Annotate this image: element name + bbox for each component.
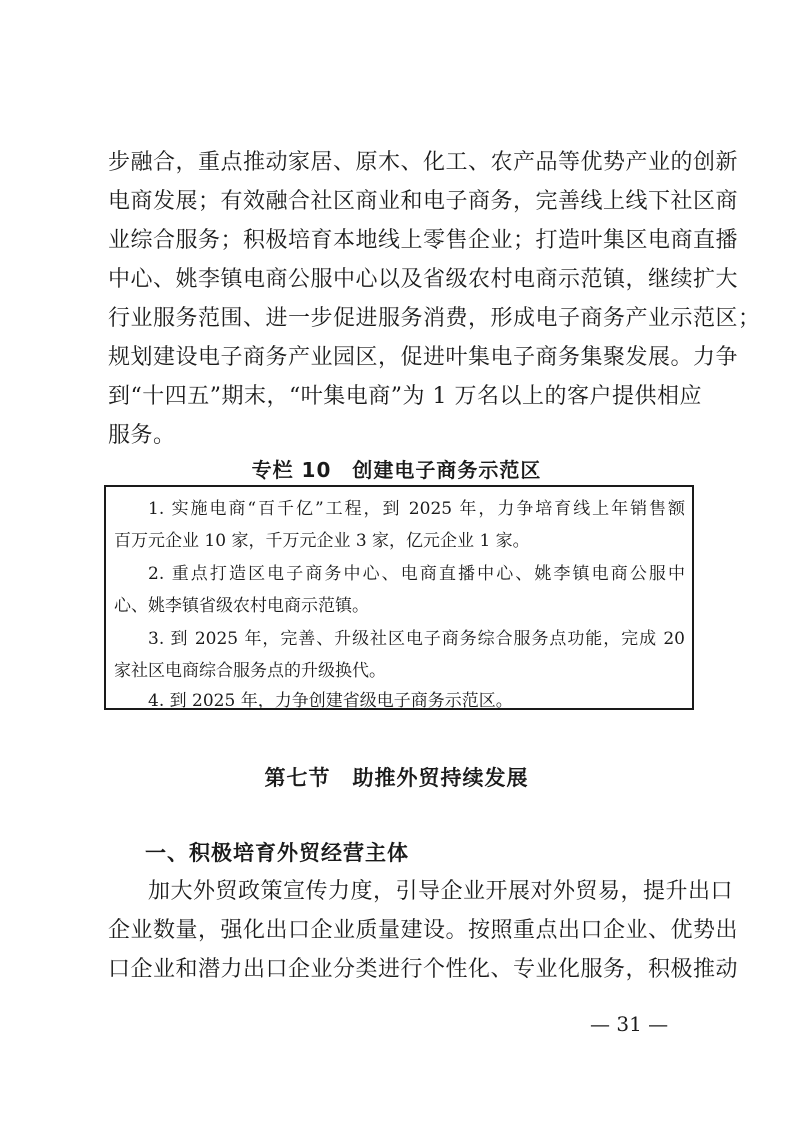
paragraph-line: 加大外贸政策宣传力度，引导企业开展对外贸易，提升出口 xyxy=(148,879,734,904)
box-title: 专栏 10 创建电子商务示范区 xyxy=(251,458,542,482)
paragraph-line: 电商发展；有效融合社区商业和电子商务，完善线上线下社区商 xyxy=(108,189,739,214)
paragraph-line: 口企业和潜力出口企业分类进行个性化、专业化服务，积极推动 xyxy=(108,957,739,982)
page-number: — 31 — xyxy=(590,1012,669,1036)
box-line: 2. 重点打造区电子商务中心、电商直播中心、姚李镇电商公服中 xyxy=(148,564,685,584)
paragraph-line: 行业服务范围、进一步促进服务消费，形成电子商务产业示范区； xyxy=(108,306,761,331)
paragraph-line: 中心、姚李镇电商公服中心以及省级农村电商示范镇，继续扩大 xyxy=(108,267,739,292)
box-line: 3. 到 2025 年，完善、升级社区电子商务综合服务点功能，完成 20 xyxy=(148,629,685,649)
paragraph-line: 业综合服务；积极培育本地线上零售企业；打造叶集区电商直播 xyxy=(108,228,739,253)
subsection-heading: 一、积极培育外贸经营主体 xyxy=(145,841,409,865)
paragraph-line: 企业数量，强化出口企业质量建设。按照重点出口企业、优势出 xyxy=(108,918,739,943)
box-line: 百万元企业 10 家，千万元企业 3 家，亿元企业 1 家。 xyxy=(114,531,530,551)
paragraph-line: 步融合，重点推动家居、原木、化工、农产品等优势产业的创新 xyxy=(108,150,739,175)
paragraph-line: 到“十四五”期末，“叶集电商”为 1 万名以上的客户提供相应 xyxy=(108,384,702,409)
box-line: 家社区电商综合服务点的升级换代。 xyxy=(114,661,386,681)
paragraph-line: 服务。 xyxy=(108,423,176,448)
section-title: 第七节 助推外贸持续发展 xyxy=(264,766,529,790)
box-line: 1. 实施电商“百千亿”工程，到 2025 年，力争培育线上年销售额 xyxy=(148,499,685,519)
box-line: 心、姚李镇省级农村电商示范镇。 xyxy=(114,596,369,616)
box-line: 4. 到 2025 年，力争创建省级电子商务示范区。 xyxy=(148,691,513,711)
paragraph-line: 规划建设电子商务产业园区，促进叶集电子商务集聚发展。力争 xyxy=(108,345,739,370)
